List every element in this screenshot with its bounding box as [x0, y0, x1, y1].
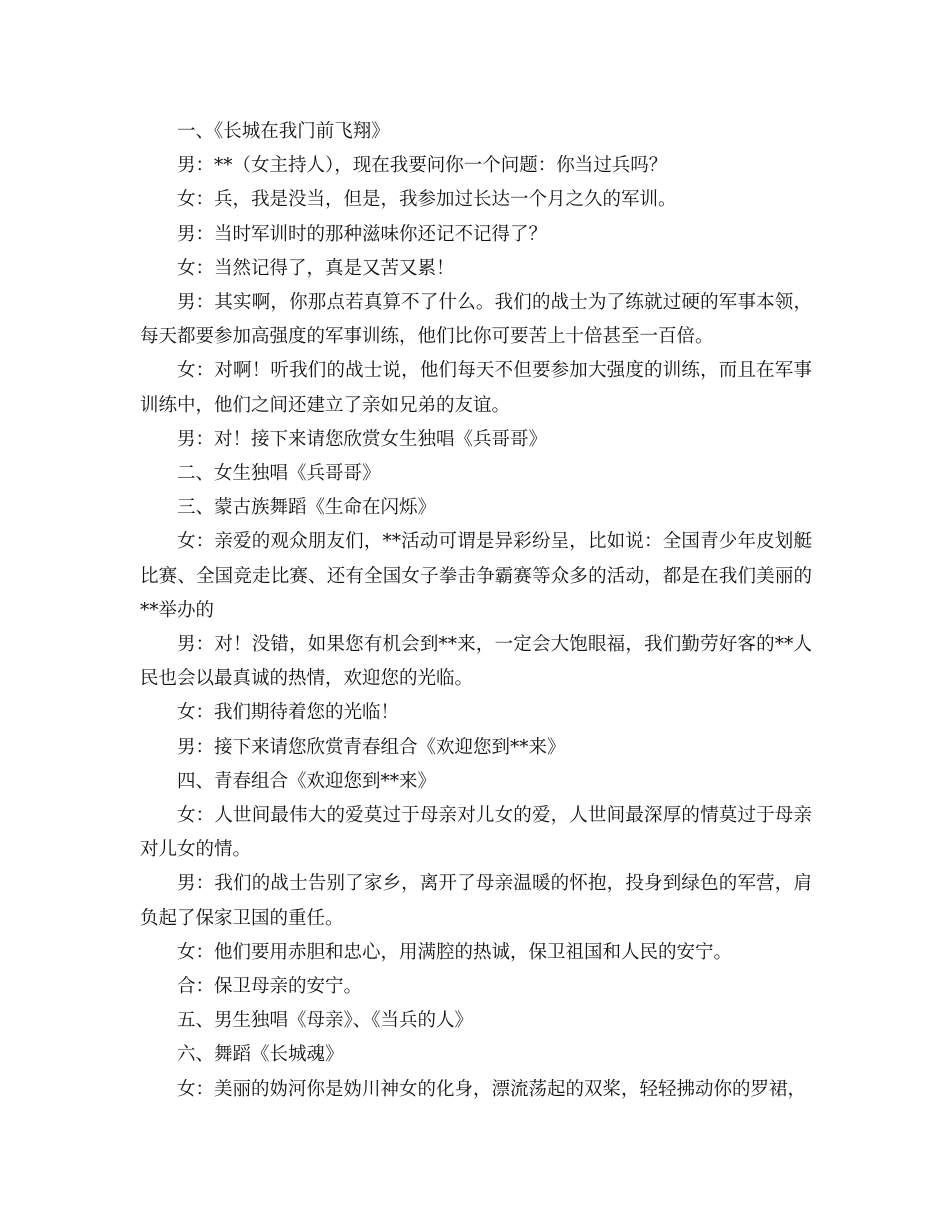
dialogue-line: 男：对！没错，如果您有机会到**来，一定会大饱眼福，我们勤劳好客的**人民也会以最真诚的热情，欢迎您的光临。 [140, 634, 812, 690]
dialogue-line: 男：我们的战士告别了家乡，离开了母亲温暖的怀抱，投身到绿色的军营，肩负起了保家卫国的重任。 [140, 873, 812, 929]
dialogue-line: 男：其实啊，你那点若真算不了什么。我们的战士为了练就过硬的军事本领，每天都要参加高强度的军事训练，他们比你可要苦上十倍甚至一百倍。 [140, 292, 812, 348]
document-body [140, 115, 812, 1107]
dialogue-line: 女：亲爱的观众朋友们，**活动可谓是异彩纷呈，比如说：全国青少年皮划艇比赛、全国竞走比赛、还有全国女子拳击争霸赛等众多的活动，都是在我们美丽的**举办的 [140, 531, 812, 621]
section-heading: 五、男生独唱《母亲》、《当兵的人》 [177, 1010, 474, 1032]
section-heading: 一、《长城在我门前飞翔》 [177, 121, 390, 142]
dialogue-line: 男：接下来请您欣赏青春组合《欢迎您到**来》 [177, 736, 566, 758]
dialogue-line: 男：对！接下来请您欣赏女生独唱《兵哥哥》 [177, 428, 548, 450]
dialogue-line: 女：美丽的妫河你是妫川神女的化身，漂流荡起的双桨，轻轻拂动你的罗裙， [177, 1078, 807, 1100]
dialogue-line: 女：兵，我是没当，但是，我参加过长达一个月之久的军训。 [177, 189, 677, 211]
dialogue-line: 合：保卫母亲的安宁。 [177, 976, 363, 998]
section-heading: 二、女生独唱《兵哥哥》 [177, 463, 381, 485]
dialogue-line: 女：当然记得了，真是又苦又累！ [177, 257, 455, 279]
section-heading: 三、蒙古族舞蹈《生命在闪烁》 [177, 497, 437, 519]
dialogue-line: 女：我们期待着您的光临！ [177, 702, 400, 724]
dialogue-line: 男：**（女主持人），现在我要问你一个问题：你当过兵吗？ [177, 155, 668, 177]
section-heading: 六、舞蹈《长城魂》 [177, 1044, 344, 1066]
dialogue-line: 女：对啊！听我们的战士说，他们每天不但要参加大强度的训练，而且在军事训练中，他们之间还建立了亲如兄弟的友谊。 [140, 360, 812, 416]
dialogue-line: 女：人世间最伟大的爱莫过于母亲对儿女的爱，人世间最深厚的情莫过于母亲对儿女的情。 [140, 805, 812, 861]
section-heading: 四、青春组合《欢迎您到**来》 [177, 770, 437, 792]
dialogue-line: 男：当时军训时的那种滋味你还记不记得了？ [177, 223, 548, 245]
dialogue-line: 女：他们要用赤胆和忠心，用满腔的热诚，保卫祖国和人民的安宁。 [177, 941, 733, 963]
